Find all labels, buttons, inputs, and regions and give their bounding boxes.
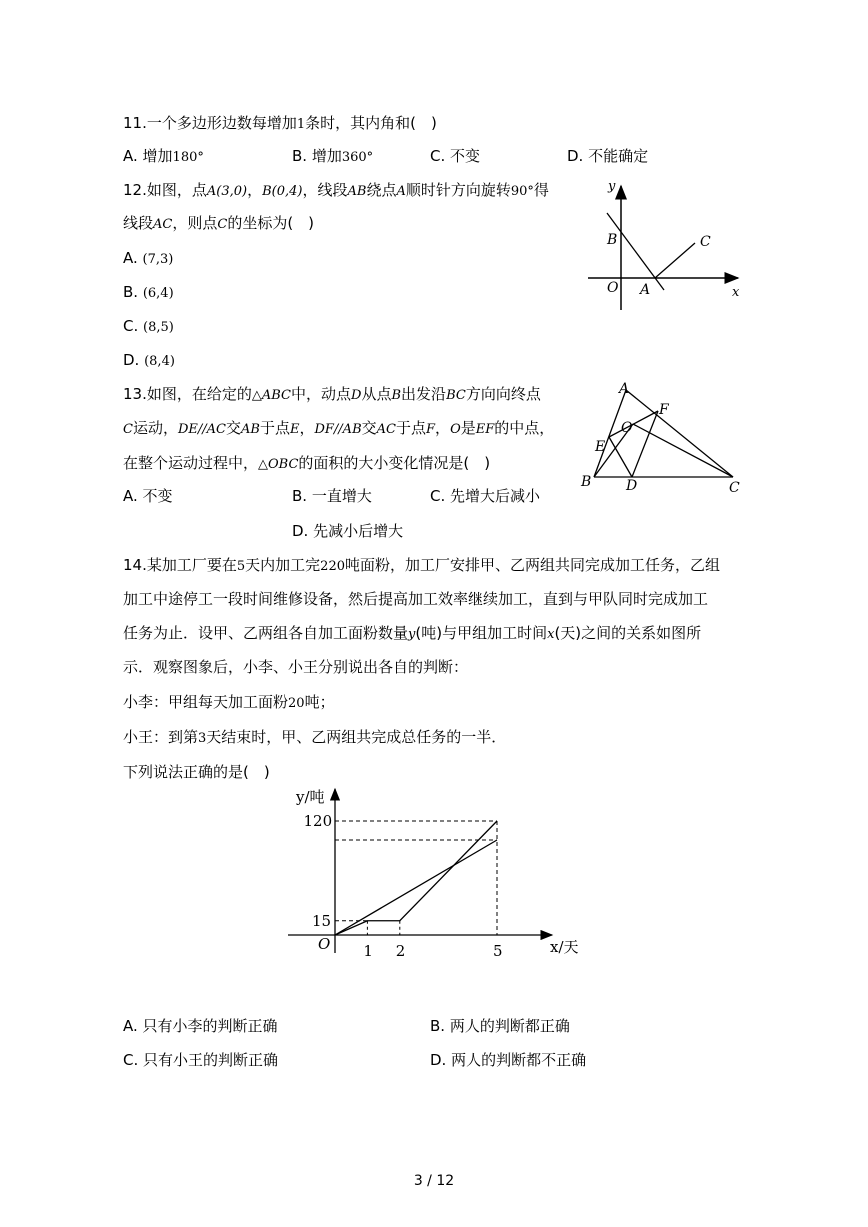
q14-option-d: D. 两人的判断都不正确 xyxy=(430,1051,587,1069)
chart-tick-labels xyxy=(304,812,503,960)
y-tick-120: 120 xyxy=(303,812,333,830)
q14-stem-line7: 下列说法正确的是( ) xyxy=(123,763,270,781)
segment-df xyxy=(632,411,658,477)
q14-option-b: B. 两人的判断都正确 xyxy=(430,1017,570,1035)
fig12-label-a: A xyxy=(640,282,651,298)
page-number: 3 / 12 xyxy=(413,1173,455,1189)
q14-stem-line3: 任务为止．设甲、乙两组各自加工面粉数量y(吨)与甲组加工时间x(天)之间的关系如图所 xyxy=(123,624,702,642)
x-tick-5: 5 xyxy=(493,942,503,960)
q11-option-b: B. 增加360° xyxy=(292,147,374,165)
segment-oc xyxy=(633,424,733,477)
chart-guide-lines xyxy=(335,821,497,935)
fig12-label-y: y xyxy=(608,179,616,194)
fig12-label-x: x xyxy=(732,285,740,300)
q11-option-d: D. 不能确定 xyxy=(567,147,649,165)
q14-stem-line4: 示．观察图象后，小李、小王分别说出各自的判断： xyxy=(123,658,469,676)
fig12-label-b: B xyxy=(607,232,618,248)
x-tick-1: 1 xyxy=(363,942,373,960)
fig13-label-f: F xyxy=(659,402,669,418)
fig12-label-o: O xyxy=(607,280,619,296)
q13-option-b: B. 一直增大 xyxy=(292,487,372,505)
q12-stem-line2: 线段AC，则点C的坐标为( ) xyxy=(123,214,315,232)
segment-ac xyxy=(655,243,695,278)
series-line-1 xyxy=(335,821,497,935)
q14-stem-line1: 14.某加工厂要在5天内加工完220吨面粉，加工厂安排甲、乙两组共同完成加工任务，乙组 xyxy=(123,556,721,574)
fig13-label-b: B xyxy=(581,474,592,490)
q14-chart xyxy=(280,783,590,963)
q11-option-c: C. 不变 xyxy=(430,147,481,165)
q11-stem: 11.一个多边形边数每增加1条时，其内角和( ) xyxy=(123,114,437,132)
q12-option-a: A. (7,3) xyxy=(123,249,174,267)
chart-series-group xyxy=(335,821,497,935)
q13-stem-line3: 在整个运动过程中，△OBC的面积的大小变化情况是( ) xyxy=(123,454,491,472)
fig12-label-c: C xyxy=(700,234,711,250)
q12-option-c: C. (8,5) xyxy=(123,317,174,335)
segment-de xyxy=(609,437,632,477)
q12-stem-line1: 12.如图，点A(3,0)，B(0,4)，线段AB绕点A顺时针方向旋转90°得 xyxy=(123,181,549,199)
fig13-label-a: A xyxy=(619,381,630,397)
side-ac xyxy=(626,390,733,477)
y-tick-15: 15 xyxy=(312,911,332,930)
fig13-label-c: C xyxy=(729,480,740,495)
chart-x-label: x/天 xyxy=(550,938,579,956)
q13-stem-line2: C运动，DE//AC交AB于点E，DF//AB交AC于点F，O是EF的中点， xyxy=(123,419,555,437)
chart-y-label: y/吨 xyxy=(296,788,325,806)
q12-figure xyxy=(580,178,750,313)
q14-stem-line2: 加工中途停工一段时间维修设备，然后提高加工效率继续加工，直到与甲队同时完成加工 xyxy=(123,590,709,608)
q14-option-a: A. 只有小李的判断正确 xyxy=(123,1017,278,1035)
fig13-label-d: D xyxy=(626,478,638,494)
q13-option-d: D. 先减小后增大 xyxy=(292,522,404,540)
q13-option-a: A. 不变 xyxy=(123,487,173,505)
q14-stem-line6: 小王：到第3天结束时，甲、乙两组共完成总任务的一半． xyxy=(123,728,507,746)
q12-option-d: D. (8,4) xyxy=(123,351,175,369)
x-tick-2: 2 xyxy=(395,942,406,960)
q13-figure xyxy=(578,380,748,495)
q13-stem-line1: 13.如图，在给定的△ABC中，动点D从点B出发沿BC方向向终点 xyxy=(123,385,541,403)
q13-option-c: C. 先增大后减小 xyxy=(430,487,541,505)
chart-origin-label: O xyxy=(318,935,331,953)
fig13-label-o: O xyxy=(621,420,633,436)
q14-option-c: C. 只有小王的判断正确 xyxy=(123,1051,279,1069)
q12-option-b: B. (6,4) xyxy=(123,283,174,301)
q11-option-a: A. 增加180° xyxy=(123,147,204,165)
series-line-2 xyxy=(335,840,497,935)
fig13-label-e: E xyxy=(595,439,606,455)
q14-stem-line5: 小李：甲组每天加工面粉20吨； xyxy=(123,693,335,711)
